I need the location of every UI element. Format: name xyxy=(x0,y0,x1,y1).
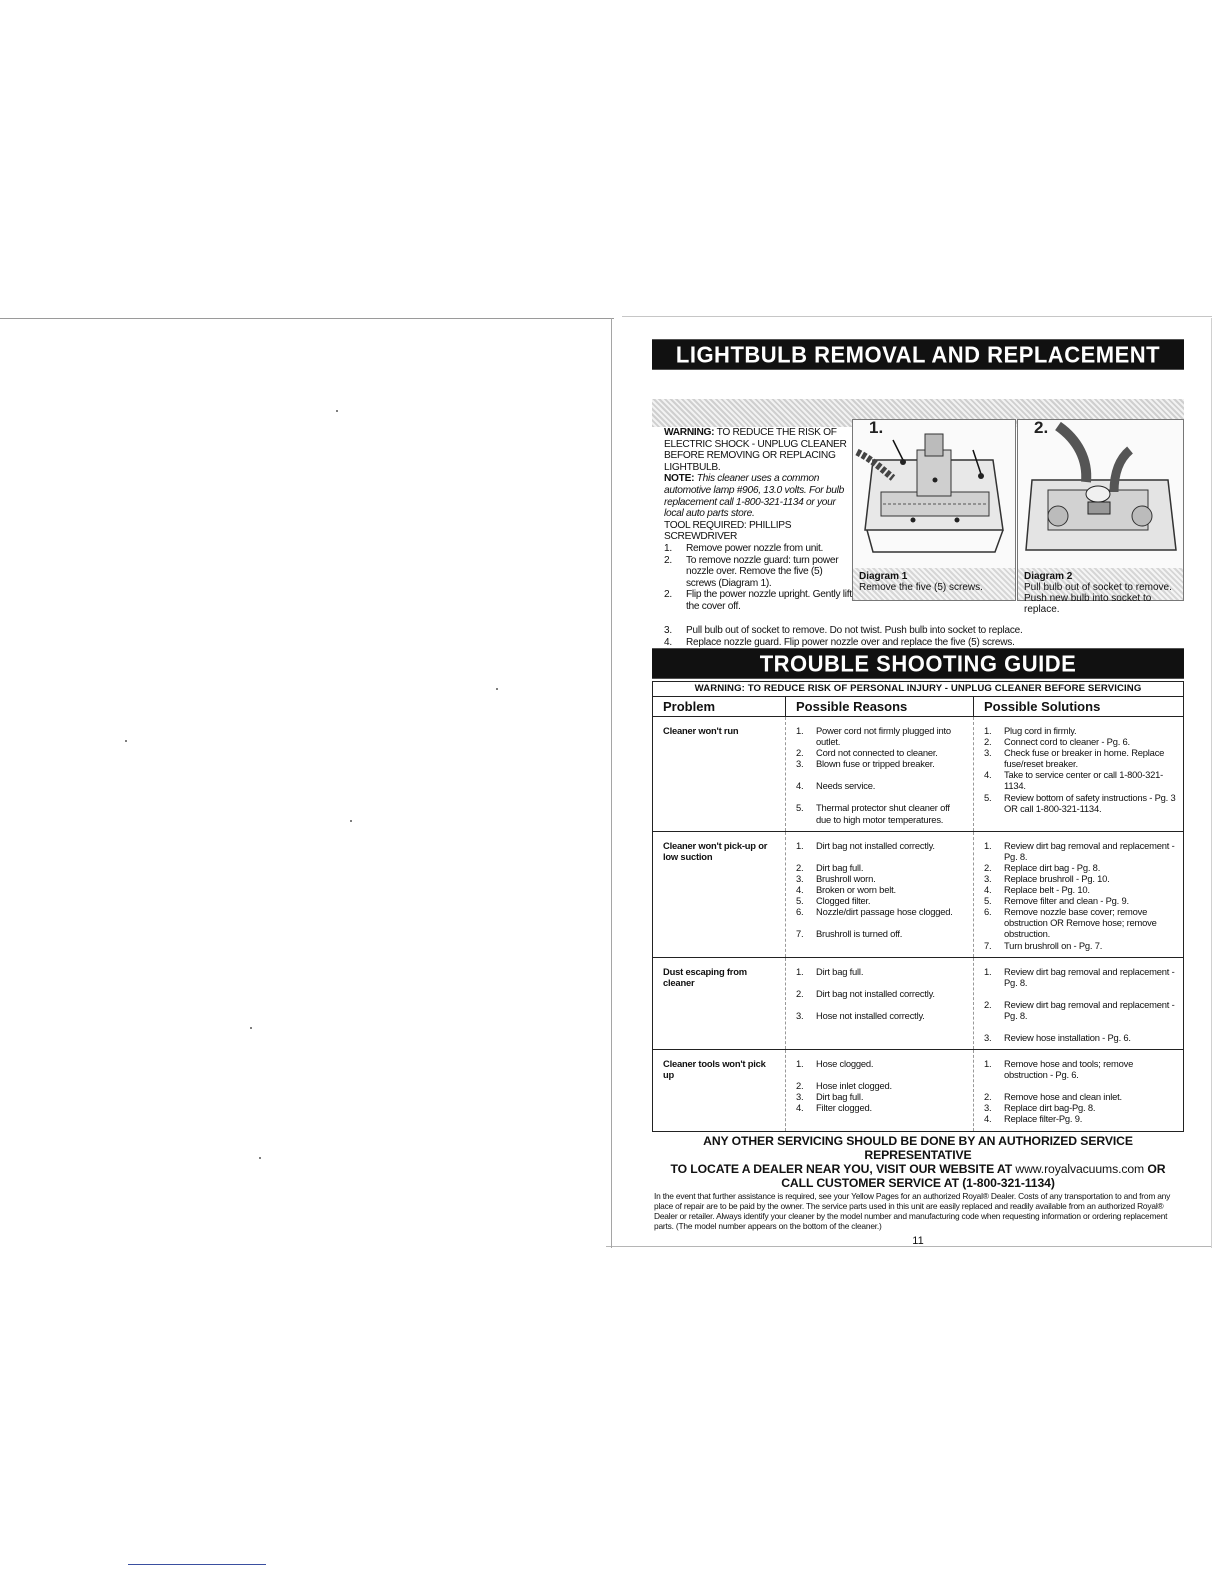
solution-item xyxy=(984,1113,1177,1124)
item-number: 2. xyxy=(984,736,992,748)
reason-item xyxy=(796,895,967,906)
scan-fold-line xyxy=(611,318,612,1248)
item-number: 2. xyxy=(796,747,804,759)
reason-item xyxy=(796,747,967,758)
diagram-2-number: 2. xyxy=(1034,418,1049,437)
row-spacer xyxy=(984,988,1177,999)
item-text: Blown fuse or tripped breaker. xyxy=(816,758,935,770)
reason-item xyxy=(796,1091,967,1102)
manual-page xyxy=(652,340,1184,1247)
solution-item xyxy=(984,999,1177,1021)
item-text: Hose not installed correctly. xyxy=(816,1009,925,1021)
row-spacer xyxy=(796,1069,967,1080)
step-text: Pull bulb out of socket to remove. Do not twist. Push bulb into socket to replace. xyxy=(686,625,1023,636)
solution-item xyxy=(984,1102,1177,1113)
reasons-cell xyxy=(785,1050,973,1130)
item-text: Replace filter-Pg. 9. xyxy=(1004,1113,1083,1125)
table-header xyxy=(653,697,1183,717)
diagram-2-caption xyxy=(1018,568,1183,615)
item-text: Replace dirt bag - Pg. 8. xyxy=(1004,861,1101,873)
item-number: 1. xyxy=(796,725,804,736)
item-number: 3. xyxy=(796,872,804,884)
scan-edge-bottom-mark xyxy=(128,1564,266,1565)
item-text: Thermal protector shut cleaner off due to high motor temperatures. xyxy=(816,802,950,825)
item-text: Check fuse or breaker in home. Replace fuse/reset breaker. xyxy=(1004,747,1165,770)
warning-text: TO REDUCE THE RISK OF ELECTRIC SHOCK - UNPLUG CLEANER BEFORE REMOVING OR REPLACING LIGHTBULB. xyxy=(664,427,847,473)
header-solutions: Possible Solutions xyxy=(973,697,1183,716)
table-body xyxy=(653,717,1183,1131)
item-text: Filter clogged. xyxy=(816,1102,872,1114)
service-notice xyxy=(652,1134,1184,1190)
solution-item xyxy=(984,1058,1177,1080)
solution-item xyxy=(984,769,1177,791)
item-number: 4. xyxy=(796,883,804,895)
troubleshooting-title: TROUBLE SHOOTING GUIDE xyxy=(652,648,1184,678)
lightbulb-steps-continued xyxy=(664,625,1184,648)
item-text: Clogged filter. xyxy=(816,895,871,907)
scan-speck xyxy=(259,1157,261,1159)
item-text: Replace brushroll - Pg. 10. xyxy=(1004,872,1110,884)
table-row xyxy=(653,958,1183,1050)
item-text: Dirt bag full. xyxy=(816,965,864,977)
item-number: 1. xyxy=(984,725,992,736)
item-text: Power cord not firmly plugged into outlet. xyxy=(816,725,951,748)
reasons-cell xyxy=(785,717,973,831)
header-reasons: Possible Reasons xyxy=(785,697,973,716)
page-number: 11 xyxy=(912,1234,924,1247)
item-text: Take to service center or call 1-800-321-1134. xyxy=(1004,769,1164,792)
item-number: 2. xyxy=(984,1091,992,1103)
note-text: This cleaner uses a common automotive lamp #906, 13.0 volts. For bulb replacement call 1-800-321-1134 or your local auto parts store. xyxy=(664,473,844,520)
lightbulb-note xyxy=(664,473,854,519)
reason-item xyxy=(796,758,967,769)
item-text: Replace dirt bag-Pg. 8. xyxy=(1004,1102,1096,1114)
solution-item xyxy=(984,747,1177,769)
item-number: 1. xyxy=(984,965,992,977)
reason-item xyxy=(796,1058,967,1069)
item-text: Connect cord to cleaner - Pg. 6. xyxy=(1004,736,1130,748)
solution-item xyxy=(984,792,1177,814)
item-text: Broken or worn belt. xyxy=(816,883,896,895)
reason-item xyxy=(796,928,967,939)
item-number: 2. xyxy=(796,1080,804,1092)
item-number: 3. xyxy=(984,1102,992,1114)
lightbulb-title: LIGHTBULB REMOVAL AND REPLACEMENT xyxy=(652,339,1184,369)
troubleshooting-section xyxy=(652,649,1184,1247)
item-text: Dirt bag not installed correctly. xyxy=(816,839,935,851)
table-row xyxy=(653,832,1183,958)
item-text: Needs service. xyxy=(816,780,876,792)
diagram-1-caption xyxy=(853,568,1015,600)
reason-item xyxy=(796,1010,967,1021)
step-number: 2. xyxy=(664,589,672,601)
scan-speck xyxy=(350,820,352,822)
solution-item xyxy=(984,862,1177,873)
problem-cell: Cleaner won't pick-up or low suction xyxy=(663,839,768,862)
item-text: Replace belt - Pg. 10. xyxy=(1004,884,1090,896)
item-text: Remove nozzle base cover; remove obstruction OR Remove hose; remove obstruction. xyxy=(1004,906,1157,940)
step-number: 4. xyxy=(664,636,672,648)
row-spacer xyxy=(796,851,967,862)
lightbulb-warning xyxy=(664,427,854,473)
item-text: Cord not connected to cleaner. xyxy=(816,747,938,759)
item-text: Remove hose and clean inlet. xyxy=(1004,1091,1122,1103)
lightbulb-instructions xyxy=(664,427,854,613)
problem-cell: Cleaner tools won't pick up xyxy=(663,1058,766,1081)
step-number: 3. xyxy=(664,625,672,636)
item-number: 6. xyxy=(796,906,804,918)
step-text: Flip the power nozzle upright. Gently lift the cover off. xyxy=(686,589,852,612)
scan-speck xyxy=(336,410,338,412)
reason-item xyxy=(796,966,967,977)
step-number: 1. xyxy=(664,542,672,554)
solution-item xyxy=(984,940,1177,951)
scan-speck xyxy=(496,688,498,690)
item-number: 7. xyxy=(796,928,804,940)
item-text: Dirt bag not installed correctly. xyxy=(816,987,935,999)
troubleshooting-table xyxy=(652,681,1184,1132)
header-problem: Problem xyxy=(663,699,716,714)
row-spacer xyxy=(796,999,967,1010)
lightbulb-step xyxy=(664,637,1184,649)
fine-print: In the event that further assistance is required, see your Yellow Pages for an authorized Royal® Dealer. Costs of any transportation to and from any place of repair are to be paid by the owner. The service parts used in this unit are easily replaced and readily available from an authorized Royal® Dealer or retailer. Always identify your cleaner by the model number and manufacturing code when requesting information or ordering replacement parts. (The model number appears on the bottom of the cleaner.) xyxy=(654,1190,1171,1231)
item-number: 1. xyxy=(984,839,992,851)
bulb-replacement-illustration xyxy=(1018,420,1183,570)
scan-edge-top-left xyxy=(0,318,614,319)
item-number: 6. xyxy=(984,906,992,918)
item-number: 4. xyxy=(796,780,804,792)
diagram-1-caption-text: Remove the five (5) screws. xyxy=(859,582,983,593)
item-text: Turn brushroll on - Pg. 7. xyxy=(1004,939,1103,951)
item-number: 3. xyxy=(984,872,992,884)
warning-label: WARNING: xyxy=(664,427,715,438)
scan-edge-right xyxy=(1211,318,1212,1248)
item-number: 3. xyxy=(796,1091,804,1103)
reason-item xyxy=(796,725,967,747)
solution-item xyxy=(984,884,1177,895)
lightbulb-steps xyxy=(664,543,854,613)
solution-item xyxy=(984,1032,1177,1043)
row-spacer xyxy=(984,1080,1177,1091)
reason-item xyxy=(796,862,967,873)
item-number: 7. xyxy=(984,939,992,951)
item-text: Review hose installation - Pg. 6. xyxy=(1004,1031,1131,1043)
item-number: 2. xyxy=(984,861,992,873)
reason-item xyxy=(796,1102,967,1113)
solution-item xyxy=(984,966,1177,988)
item-text: Brushroll is turned off. xyxy=(816,928,903,940)
item-text: Nozzle/dirt passage hose clogged. xyxy=(816,906,953,918)
solution-item xyxy=(984,873,1177,884)
lightbulb-step xyxy=(664,625,1184,637)
table-row xyxy=(653,1050,1183,1130)
item-number: 2. xyxy=(984,998,992,1010)
item-number: 2. xyxy=(796,861,804,873)
row-spacer xyxy=(796,917,967,928)
solution-item xyxy=(984,906,1177,939)
step-text: To remove nozzle guard: turn power nozzle over. Remove the five (5) screws (Diagram 1). xyxy=(686,554,839,589)
reasons-cell xyxy=(785,832,973,957)
reason-item xyxy=(796,884,967,895)
lightbulb-step xyxy=(664,555,854,590)
diagram-1 xyxy=(852,419,1016,601)
service-line-3: CALL CUSTOMER SERVICE AT (1-800-321-1134) xyxy=(781,1175,1055,1190)
note-label: NOTE: xyxy=(664,473,695,485)
service-line-2 xyxy=(652,1162,1184,1176)
item-number: 5. xyxy=(796,895,804,907)
solution-item xyxy=(984,725,1177,736)
item-text: Dirt bag full. xyxy=(816,1091,864,1103)
step-text: Replace nozzle guard. Flip power nozzle over and replace the five (5) screws. xyxy=(686,636,1015,648)
diagram-1-label: Diagram 1 xyxy=(859,571,908,582)
reason-item xyxy=(796,802,967,824)
lightbulb-step xyxy=(664,589,854,612)
reason-item xyxy=(796,988,967,999)
service-line-2-or: OR xyxy=(1147,1161,1166,1176)
item-number: 5. xyxy=(984,791,992,803)
reasons-cell xyxy=(785,958,973,1049)
item-number: 4. xyxy=(984,1113,992,1125)
scan-edge-top-right xyxy=(622,316,1212,317)
item-number: 5. xyxy=(984,895,992,907)
table-row xyxy=(653,717,1183,832)
diagram-1-number: 1. xyxy=(869,418,884,437)
reason-item xyxy=(796,873,967,884)
diagram-2-caption-text: Pull bulb out of socket to remove. Push new bulb into socket to replace. xyxy=(1024,582,1172,615)
reason-item xyxy=(796,840,967,851)
item-number: 2. xyxy=(796,987,804,999)
diagram-2-label: Diagram 2 xyxy=(1024,571,1073,582)
item-number: 4. xyxy=(984,884,992,896)
item-number: 3. xyxy=(796,1009,804,1021)
step-number: 2. xyxy=(664,554,672,566)
step-text: Remove power nozzle from unit. xyxy=(686,542,824,554)
troubleshooting-warning: WARNING: TO REDUCE RISK OF PERSONAL INJURY - UNPLUG CLEANER BEFORE SERVICING xyxy=(653,682,1183,697)
item-text: Review dirt bag removal and replacement - Pg. 8. xyxy=(1004,998,1175,1021)
item-number: 1. xyxy=(984,1058,992,1070)
solution-item xyxy=(984,1091,1177,1102)
service-line-2-text: TO LOCATE A DEALER NEAR YOU, VISIT OUR WEBSITE AT xyxy=(670,1161,1013,1176)
item-number: 3. xyxy=(984,1031,992,1043)
item-number: 1. xyxy=(796,965,804,977)
row-spacer xyxy=(796,791,967,802)
item-number: 5. xyxy=(796,802,804,814)
item-text: Brushroll worn. xyxy=(816,872,876,884)
item-text: Hose clogged. xyxy=(816,1058,874,1070)
row-spacer xyxy=(796,977,967,988)
item-text: Dirt bag full. xyxy=(816,861,864,873)
item-number: 3. xyxy=(796,758,804,770)
solutions-cell xyxy=(973,717,1183,831)
item-text: Review bottom of safety instructions - Pg. 3 OR call 1-800-321-1134. xyxy=(1004,791,1176,814)
diagram-2 xyxy=(1017,418,1184,615)
solution-item xyxy=(984,736,1177,747)
row-spacer xyxy=(796,769,967,780)
scan-speck xyxy=(250,1027,252,1029)
item-number: 3. xyxy=(984,747,992,759)
problem-cell: Cleaner won't run xyxy=(663,725,739,736)
solutions-cell xyxy=(973,832,1183,957)
solutions-cell xyxy=(973,1050,1183,1130)
problem-cell: Dust escaping from cleaner xyxy=(663,965,747,988)
lightbulb-step xyxy=(664,543,854,555)
lightbulb-section xyxy=(652,369,1184,648)
reason-item xyxy=(796,1080,967,1091)
solution-item xyxy=(984,840,1177,862)
item-number: 1. xyxy=(796,839,804,851)
solution-item xyxy=(984,895,1177,906)
reason-item xyxy=(796,780,967,791)
reason-item xyxy=(796,906,967,917)
item-number: 4. xyxy=(984,769,992,781)
tool-required: TOOL REQUIRED: PHILLIPS SCREWDRIVER xyxy=(664,519,792,543)
website-link[interactable]: www.royalvacuums.com xyxy=(1015,1161,1145,1176)
solutions-cell xyxy=(973,958,1183,1049)
item-number: 4. xyxy=(796,1102,804,1114)
service-line-1: ANY OTHER SERVICING SHOULD BE DONE BY AN AUTHORIZED SERVICE REPRESENTATIVE xyxy=(703,1133,1133,1162)
row-spacer xyxy=(984,1021,1177,1032)
item-text: Remove filter and clean - Pg. 9. xyxy=(1004,895,1129,907)
vacuum-underside-illustration xyxy=(853,420,1015,570)
item-text: Review dirt bag removal and replacement - Pg. 8. xyxy=(1004,965,1175,988)
scan-speck xyxy=(125,740,127,742)
item-text: Hose inlet clogged. xyxy=(816,1080,892,1092)
item-text: Review dirt bag removal and replacement - Pg. 8. xyxy=(1004,839,1175,862)
item-text: Plug cord in firmly. xyxy=(1004,725,1077,736)
item-number: 1. xyxy=(796,1058,804,1070)
item-text: Remove hose and tools; remove obstruction - Pg. 6. xyxy=(1004,1058,1134,1081)
